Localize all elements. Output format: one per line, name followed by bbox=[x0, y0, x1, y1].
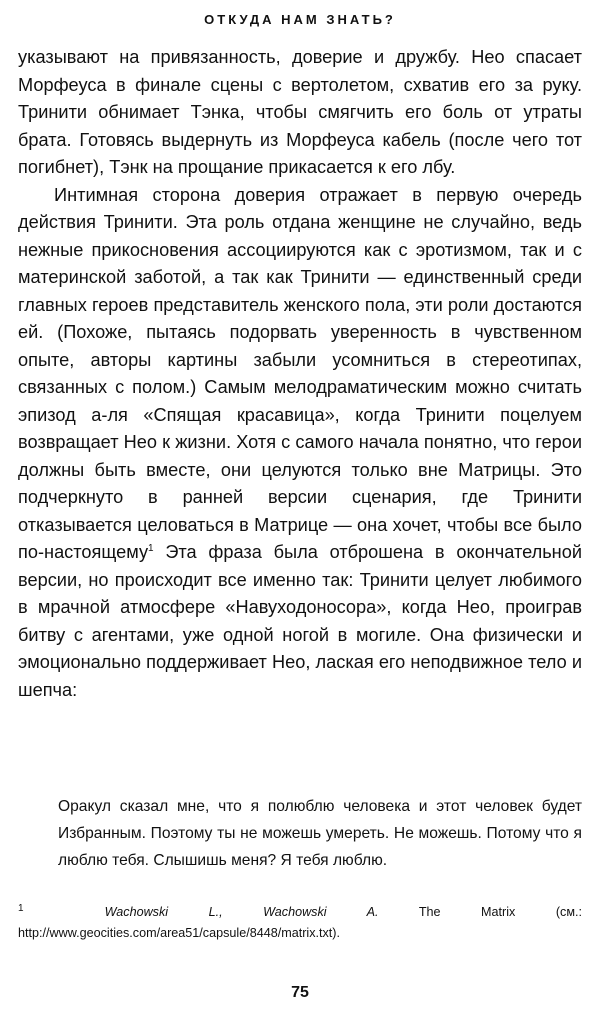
footnote-marker: 1 bbox=[18, 902, 24, 914]
paragraph-2 bbox=[18, 182, 582, 705]
footnote bbox=[18, 902, 582, 944]
paragraph-2-text: Интимная сторона доверия отражает в первую очередь действия Тринити. Эта роль отдана женщине не случайно, ведь нежные прикосновения ассоциируются как с эротизмом, так и с материнской заботой, а так как Тринити — единственный среди главных героев представитель женского пола, эти роли достаются ей. (Похоже, пытаясь подорвать уверенность в чувственном опыте, авторы картины забыли усомниться в стереотипах, связанных с полом.) Самым мелодраматическим можно считать эпизод а-ля «Спящая красавица», когда Тринити поцелуем возвращает Нео к жизни. Хотя с самого начала понятно, что герои должны быть вместе, они целуются только вне Матрицы. Это подчеркнуто в ранней версии сценария, где Тринити отказывается целоваться в Матрице — она хочет, чтобы все было по-настоящему bbox=[18, 184, 582, 562]
footnote-text bbox=[18, 902, 582, 944]
running-head: ОТКУДА НАМ ЗНАТЬ? bbox=[204, 12, 396, 27]
body-text bbox=[18, 44, 582, 704]
block-quote bbox=[58, 793, 582, 874]
paragraph-1: указывают на привязанность, доверие и дружбу. Нео спасает Морфеуса в финале сцены с вертолетом, схватив его за руку. Тринити обнимает Тэнка, чтобы смягчить его боль от утраты брата. Готовясь выдернуть из Морфеуса кабель (после чего тот погибнет), Тэнк на прощание прикасается к его лбу. bbox=[18, 47, 582, 177]
footnote-citation: The Matrix (см.: http://www.geocities.com/area51/capsule/8448/matrix.txt). bbox=[18, 905, 583, 940]
page-number: 75 bbox=[291, 984, 309, 1001]
quote-text: Оракул сказал мне, что я полюблю человека и этот человек будет Избранным. Поэтому ты не можешь умереть. Не можешь. Потому что я люблю тебя. Слышишь меня? Я тебя люблю. bbox=[58, 798, 582, 869]
footnote-reference[interactable]: 1 bbox=[148, 542, 154, 554]
footnote-authors: Wachowski L., Wachowski A. bbox=[104, 905, 379, 919]
paragraph-2-continuation: Эта фраза была отброшена в окончательной версии, но происходит все именно так: Тринити целует любимого в мрачной атмосфере «Навуходоносора», когда Нео, проиграв битву с агентами, уже одной ногой в могиле. Она физически и эмоционально поддерживает Нео, лаская его неподвижное тело и шепча: bbox=[18, 542, 582, 700]
